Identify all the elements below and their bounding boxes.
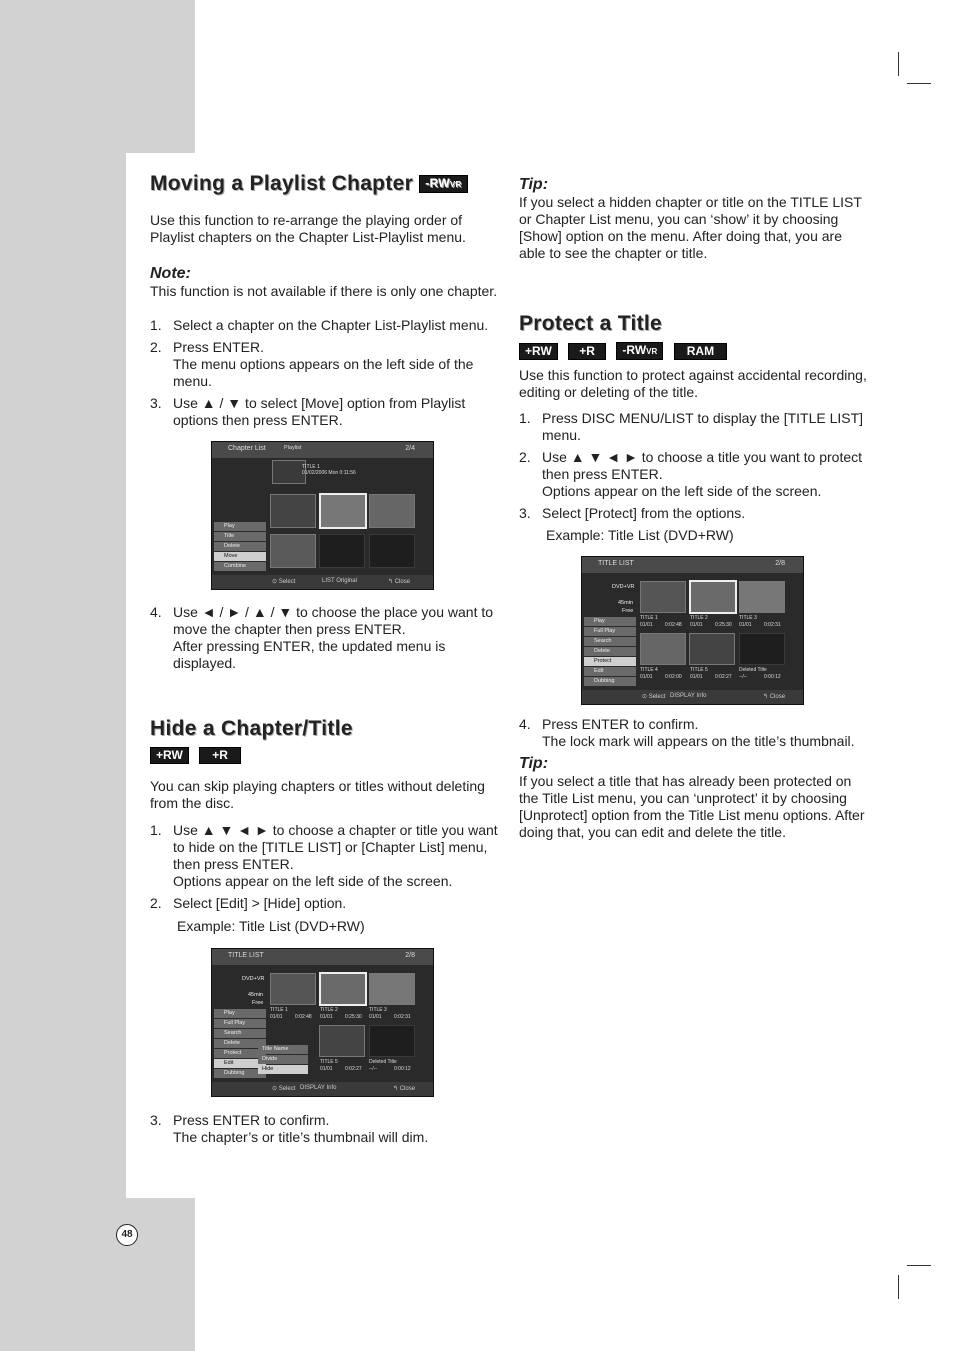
menu-item-dubbing[interactable]: Dubbing bbox=[214, 1069, 266, 1078]
menu-item-search[interactable]: Search bbox=[214, 1029, 266, 1038]
step-item: 3. Use ▲ / ▼ to select [Move] option from Playlist options then press ENTER. bbox=[150, 395, 466, 428]
step-item: 1. Select a chapter on the Chapter List-Playlist menu. bbox=[150, 317, 489, 333]
title-thumbnail[interactable] bbox=[640, 581, 686, 613]
tip-heading: Tip: bbox=[519, 176, 549, 193]
menu-item-edit[interactable]: Edit bbox=[214, 1059, 266, 1068]
example-caption: Example: Title List (DVD+RW) bbox=[546, 527, 734, 544]
screen-header: TITLE LIST 2/8 bbox=[212, 949, 433, 965]
step-item: 1. Use ▲ ▼ ◄ ► to choose a chapter or title you want to hide on the [TITLE LIST] or [Chapter List] menu, then press ENTER. Options appear on the left side of the screen. bbox=[150, 822, 498, 889]
title-thumbnail[interactable] bbox=[640, 633, 686, 665]
disc-badge-plus-r: +R bbox=[568, 343, 606, 360]
section-intro: You can skip playing chapters or titles without deleting from the disc. bbox=[150, 778, 485, 811]
title-thumbnail[interactable] bbox=[689, 580, 737, 614]
screen-footer: ⊙ Select DISPLAY Info ↰ Close bbox=[212, 1082, 433, 1096]
playlist-options-menu bbox=[214, 522, 266, 572]
section-title: Hide a Chapter/Title bbox=[150, 717, 353, 740]
disc-badge-plus-r: +R bbox=[199, 747, 241, 764]
step-item: 3. Press ENTER to confirm. The chapter’s or title’s thumbnail will dim. bbox=[150, 1112, 429, 1145]
note-text: This function is not available if there is only one chapter. bbox=[150, 283, 498, 299]
step-item: 4. Use ◄ / ► / ▲ / ▼ to choose the place you want to move the chapter then press ENTER. After pressing ENTER, the updated menu is displayed. bbox=[150, 604, 494, 671]
disc-badge-plus-rw: +RW bbox=[150, 747, 189, 764]
disc-badge-ram: RAM bbox=[674, 343, 727, 360]
edit-submenu bbox=[258, 1045, 308, 1075]
disc-badge-plus-rw: +RW bbox=[519, 343, 558, 360]
chapter-list-screenshot: Chapter List Playlist 2/4 TITLE 1 01/02/2006 Mon 0:11:56 Play Title Delete Move Combine ⊙ Select LIST Original ↰ Close bbox=[211, 441, 434, 590]
menu-item-delete[interactable]: Delete bbox=[214, 1039, 266, 1048]
chapter-thumbnail[interactable] bbox=[270, 534, 316, 568]
title-thumbnail[interactable] bbox=[739, 633, 785, 665]
menu-item-dubbing[interactable]: Dubbing bbox=[584, 677, 636, 686]
step-item: 2. Select [Edit] > [Hide] option. bbox=[150, 895, 347, 911]
menu-item-title[interactable]: Title bbox=[214, 532, 266, 541]
tip-unprotect bbox=[519, 755, 869, 841]
empty-slot bbox=[319, 534, 365, 568]
chapter-thumbnail[interactable] bbox=[369, 494, 415, 528]
tip-text: If you select a hidden chapter or title on the TITLE LIST or Chapter List menu, you can ‘show’ it by choosing [Show] option on the menu. After doing that, you are able to see the chapter or title. bbox=[519, 194, 862, 261]
crop-mark bbox=[898, 1275, 899, 1299]
menu-item-search[interactable]: Search bbox=[584, 637, 636, 646]
steps-list bbox=[150, 822, 498, 912]
menu-item-full-play[interactable]: Full Play bbox=[214, 1019, 266, 1028]
page-margin-top bbox=[0, 0, 195, 153]
title-thumbnail[interactable] bbox=[689, 633, 735, 665]
submenu-item-divide[interactable]: Divide bbox=[258, 1055, 308, 1064]
menu-item-move[interactable]: Move bbox=[214, 552, 266, 561]
screen-header: Chapter List Playlist 2/4 bbox=[212, 442, 433, 458]
page-margin-left bbox=[0, 153, 126, 1198]
disc-badge-rw-vr: -RWVR bbox=[616, 342, 663, 360]
right-column bbox=[519, 172, 869, 841]
empty-slot bbox=[369, 534, 415, 568]
menu-item-play[interactable]: Play bbox=[214, 522, 266, 531]
menu-item-protect[interactable]: Protect bbox=[214, 1049, 266, 1058]
chapter-thumbnail[interactable] bbox=[319, 493, 367, 529]
menu-item-play[interactable]: Play bbox=[584, 617, 636, 626]
steps-list bbox=[150, 317, 498, 429]
crop-mark bbox=[898, 52, 899, 76]
step-item: 3. Select [Protect] from the options. bbox=[519, 505, 746, 522]
left-column bbox=[150, 172, 498, 1151]
section-intro: Use this function to re-arrange the playing order of Playlist chapters on the Chapter List-Playlist menu. bbox=[150, 212, 466, 245]
menu-item-delete[interactable]: Delete bbox=[214, 542, 266, 551]
title-thumbnail[interactable] bbox=[739, 581, 785, 613]
menu-item-protect[interactable]: Protect bbox=[584, 657, 636, 666]
title-list-protect-screenshot: TITLE LIST 2/8 DVD+VR 45min Free Play Full Play Search Delete Protect Edit Dubbing TITLE 1 01/01 0:02:48 TITLE 2 01/01 0:25:30 TITLE 3 01/01 0:02:31 TITLE 4 01/01 0:02:00 TITLE 5 01/01 0:02:27 Deleted Title --/-- 0:00:12 ⊙ Select DISPLAY Info ↰ Close bbox=[581, 556, 804, 705]
title-thumbnail[interactable] bbox=[369, 973, 415, 1005]
disc-badges bbox=[519, 342, 869, 360]
screen-header: TITLE LIST 2/8 bbox=[582, 557, 803, 573]
section-title: Moving a Playlist Chapter -RWVR bbox=[150, 172, 498, 196]
step-item: 1. Press DISC MENU/LIST to display the [TITLE LIST] menu. bbox=[519, 410, 864, 444]
disc-badge-rw-vr: -RWVR bbox=[419, 175, 467, 193]
tip-text: If you select a title that has already been protected on the Title List menu, you can ‘unprotect’ it by choosing [Unprotect] option from the Title List menu options. After doing that, you can edit and delete the title. bbox=[519, 773, 865, 841]
steps-list bbox=[519, 716, 869, 750]
info-thumbnail bbox=[272, 460, 306, 484]
protect-title-section bbox=[519, 312, 869, 750]
hide-chapter-title-section bbox=[150, 717, 498, 1146]
section-title: Protect a Title bbox=[519, 312, 662, 335]
step-item: 2. Use ▲ ▼ ◄ ► to choose a title you want to protect then press ENTER. Options appear on the left side of the screen. bbox=[519, 449, 863, 500]
steps-list bbox=[150, 604, 498, 672]
tip-show-hidden bbox=[519, 176, 869, 262]
steps-list bbox=[150, 1112, 498, 1146]
title-thumbnail[interactable] bbox=[319, 1025, 365, 1057]
moving-playlist-chapter-section bbox=[150, 172, 498, 672]
title-thumbnail[interactable] bbox=[270, 973, 316, 1005]
step-item: 4. Press ENTER to confirm. The lock mark will appears on the title’s thumbnail. bbox=[519, 716, 855, 750]
menu-item-delete[interactable]: Delete bbox=[584, 647, 636, 656]
step-item: 2. Press ENTER. The menu options appears on the left side of the menu. bbox=[150, 339, 474, 389]
note-heading: Note: bbox=[150, 265, 191, 282]
title-thumbnail[interactable] bbox=[319, 972, 367, 1006]
menu-item-combine[interactable]: Combine bbox=[214, 562, 266, 571]
steps-list bbox=[519, 410, 869, 522]
tip-heading: Tip: bbox=[519, 755, 549, 773]
crop-mark bbox=[907, 83, 931, 84]
example-caption: Example: Title List (DVD+RW) bbox=[177, 918, 365, 934]
submenu-item-hide[interactable]: Hide bbox=[258, 1065, 308, 1074]
menu-item-edit[interactable]: Edit bbox=[584, 667, 636, 676]
page-number: 48 bbox=[116, 1224, 138, 1246]
title-options-menu bbox=[584, 617, 636, 687]
screen-footer: ⊙ Select LIST Original ↰ Close bbox=[212, 575, 433, 589]
chapter-thumbnail[interactable] bbox=[270, 494, 316, 528]
menu-item-full-play[interactable]: Full Play bbox=[584, 627, 636, 636]
menu-item-play[interactable]: Play bbox=[214, 1009, 266, 1018]
crop-mark bbox=[907, 1265, 931, 1266]
title-thumbnail[interactable] bbox=[369, 1025, 415, 1057]
submenu-item-title-name[interactable]: Title Name bbox=[258, 1045, 308, 1054]
page-margin-bottom bbox=[0, 1198, 195, 1351]
disc-badges bbox=[150, 747, 498, 765]
section-intro: Use this function to protect against accidental recording, editing or deleting of the title. bbox=[519, 367, 867, 401]
screen-footer: ⊙ Select DISPLAY Info ↰ Close bbox=[582, 690, 803, 704]
title-list-hide-screenshot: TITLE LIST 2/8 DVD+VR 45min Free Play Full Play Search Delete Protect Edit Dubbing Title Name Divide Hide TITLE 1 01/01 0:02:48 TITLE 2 01/01 0:25:30 TITLE 3 01/01 0:02:31 TITLE 5 01/01 0:02:27 Deleted Title --/-- 0:00:12 ⊙ Select DISPLAY Info ↰ Close bbox=[211, 948, 434, 1097]
